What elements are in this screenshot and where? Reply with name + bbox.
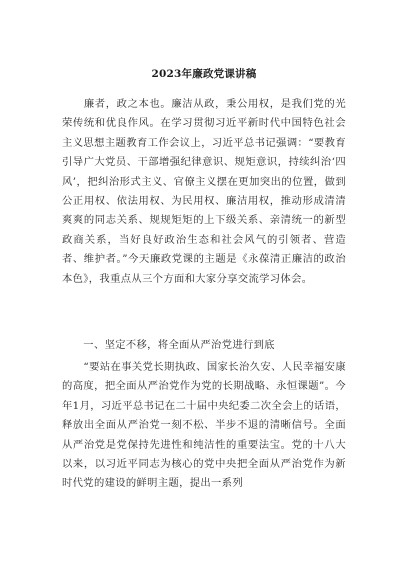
document-title: 2023年廉政党课讲稿: [151, 68, 257, 80]
paragraph-section-one: “要站在事关党长期执政、国家长治久安、人民幸福安康的高度，把全面从严治党作为党的长期战略、永恒课题”。今年1月，习近平总书记在二十届中央纪委二次全会上的话语，释放出全面从严治党一刻不松、半步不退的清晰信号。全面从严治党是党保持先进性和纯洁性的重要法宝。党的十八大以来，以习近平同志为核心的党中央把全面从严治党作为新时代党的建设的鲜明主题，提出一系列: [62, 361, 346, 490]
section-heading-one: 一、坚定不移，将全面从严治党进行到底: [62, 339, 275, 351]
paragraph-intro: 廉者，政之本也。廉洁从政，秉公用权，是我们党的光荣传统和优良作风。在学习贯彻习近平新时代中国特色社会主义思想主题教育工作会议上，习近平总书记强调：“要教育引导广大党员、干部增强纪律意识、规矩意识，持续纠治‘四风’，把纠治形式主义、官僚主义摆在更加突出的位置，做到公正用权、依法用权、为民用权、廉洁用权，推动形成清清爽爽的同志关系、规规矩矩的上下级关系、亲清统一的新型政商关系，当好良好政治生态和社会风气的引领者、营造者、维护者。”今天廉政党课的主题是《永葆清正廉洁的政治本色》，我重点从三个方面和大家分享交流学习体会。: [62, 98, 346, 285]
